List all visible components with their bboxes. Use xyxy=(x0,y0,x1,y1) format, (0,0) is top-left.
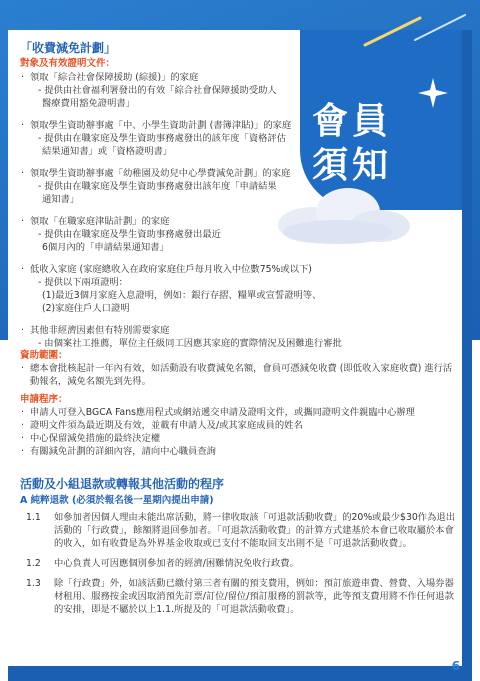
coverage-section xyxy=(20,349,458,388)
refund-subheading: A 純粹退款 (必須於報名後一星期內提出申請) xyxy=(20,495,214,506)
list-item-detail: - 提供由在職家庭及學生資助事務處發出該年度「申請結果 xyxy=(38,181,277,192)
list-item: ‧ 低收入家庭 (家庭總收入在政府家庭住戶每月收入中位數75%或以下) xyxy=(20,263,440,276)
refund-item xyxy=(20,577,458,616)
eligibility-heading: 對象及有效證明文件： xyxy=(20,58,116,69)
list-item: ‧ 領取學生資助辦事處「中、小學生資助計劃 (書簿津貼)」的家庭 xyxy=(20,119,320,132)
list-item: ‧ 中心保留減免措施的最終決定權 xyxy=(20,432,458,445)
item-text: 如參加者因個人理由未能出席活動，將一律收取該「可退款活動收費」的20%或最少$30作為退出活動的「行政費」，餘額將退回參加者。「可退款活動收費」的計算方式建基於本會已收取屬於本會的收入，如有收費是為外界基金收取或已支付不能取回支出則不是「可退款活動收費」。 xyxy=(54,512,455,549)
item-text: 中心負責人可因應個別參加者的經濟/困難情況免收行政費。 xyxy=(54,558,299,569)
eligibility-list xyxy=(20,71,320,254)
list-item-detail: 6個月內的「申請結果通知書」 xyxy=(42,242,169,253)
fee-waiver-section xyxy=(20,42,458,350)
list-item-detail: 結果通知書」或「資格證明書」 xyxy=(42,146,173,157)
item-number: 1.1 xyxy=(26,512,41,523)
list-item-detail: (2)家庭住戶人口證明 xyxy=(42,303,130,314)
title-line-2: 須知 xyxy=(312,145,393,186)
page-number: 6 xyxy=(451,659,460,673)
item-number: 1.3 xyxy=(26,578,41,589)
application-section xyxy=(20,393,458,458)
application-heading: 申請程序： xyxy=(20,394,68,405)
list-item: ‧ 領取「在職家庭津貼計劃」的家庭 xyxy=(20,215,320,228)
eligibility-list-cont xyxy=(20,263,440,350)
item-number: 1.2 xyxy=(26,558,41,569)
list-item-detail: - 提供由社會福利署發出的有效「綜合社會保障援助受助人 xyxy=(38,85,277,96)
list-item-detail: - 提供由在職家庭及學生資助事務處發出最近 xyxy=(38,229,221,240)
refund-item xyxy=(20,511,458,550)
refund-item xyxy=(20,557,458,570)
list-item-detail: 通知書」 xyxy=(42,194,80,205)
list-item-detail: - 提供以下兩項證明： xyxy=(38,277,128,288)
list-item-detail: - 由個案社工推薦，單位主任級同工因應其家庭的實際情況及困難進行審批 xyxy=(38,338,342,349)
list-item: ‧ 領取學生資助辦事處「幼稚園及幼兒中心學費減免計劃」的家庭 xyxy=(20,167,320,180)
refund-section xyxy=(20,478,458,616)
refund-heading: 活動及小組退款或轉報其他活動的程序 xyxy=(20,477,225,491)
list-item: ‧ 總本會批核起計一年內有效，如活動設有收費減免名額，會員可憑減免收費 (即低收入家庭收費) 進行活動報名，減免名額先到先得。 xyxy=(20,362,458,388)
bottom-band xyxy=(8,666,472,681)
list-item: ‧ 證明文件須為最近期及有效，並載有申請人及/或其家庭成員的姓名 xyxy=(20,419,458,432)
list-item: ‧ 領取「綜合社會保障援助 (綜援)」的家庭 xyxy=(20,71,320,84)
item-text: 除「行政費」外，如該活動已繳付第三者有關的預支費用，例如：預訂旅遊車費、營費、入場券器材租用、服務按金或因取消預先訂票/訂位/留位/預訂服務的罰款等，此等預支費用將不作任何退款的安排，即是不屬於以上1.1.所提及的「可退款活動收費」。 xyxy=(54,578,454,615)
coverage-heading: 資助範圍： xyxy=(20,350,68,361)
list-item: ‧ 有關減免計劃的詳細內容，請向中心職員查詢 xyxy=(20,445,458,458)
section-heading: 「收費減免計劃」 xyxy=(20,41,117,55)
title-line-1: 會員 xyxy=(312,101,393,142)
list-item-detail: - 提供由在職家庭及學生資助事務處發出的該年度「資格評估 xyxy=(38,133,287,144)
list-item: ‧ 其他非經濟因素但有特別需要家庭 xyxy=(20,324,440,337)
list-item-detail: (1)最近3個月家庭入息證明，例如：銀行存摺、糧單或宣誓證明等、 xyxy=(42,290,322,301)
list-item: ‧ 申請人可登入BGCA Fans應用程式或網站遞交申請及證明文件，或攜同證明文件親臨中心辦理 xyxy=(20,406,458,419)
list-item-detail: 醫療費用豁免證明書」 xyxy=(42,98,135,109)
